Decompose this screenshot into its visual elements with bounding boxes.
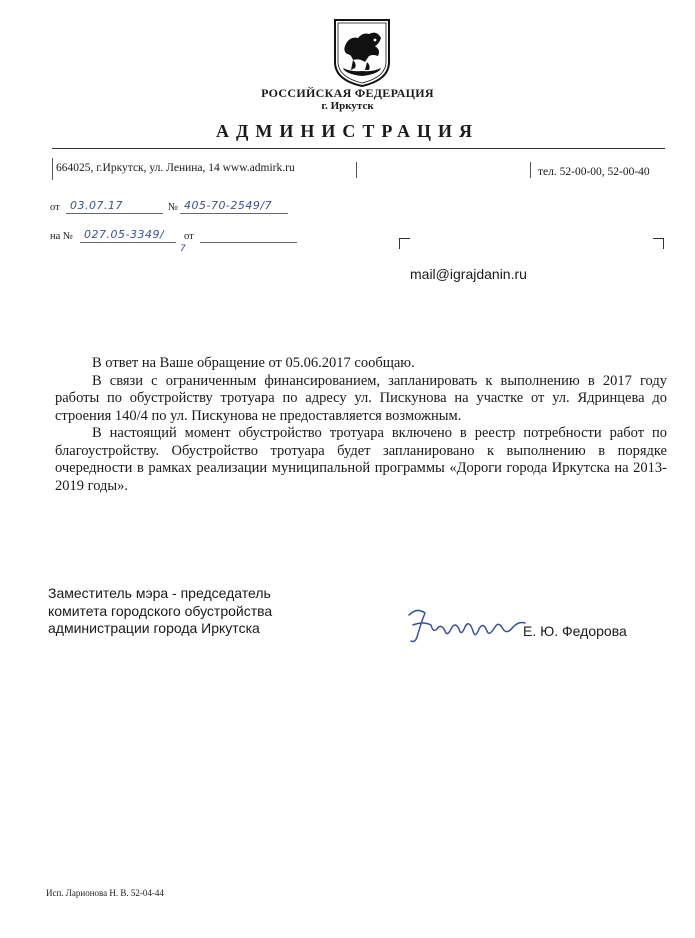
outgoing-date-underline	[66, 213, 163, 214]
irkutsk-coat-of-arms-icon	[331, 18, 393, 88]
address-right-tick	[356, 162, 357, 178]
letter-body	[55, 355, 667, 495]
body-paragraph-2: В связи с ограниченным финансированием, запланировать к выполнению в 2017 году работы по обустройству тротуара по адресу ул. Пискунова на участке от ул. Ядринцева до строения 140/4 по ул. Пискунова не предоставляется возможным.	[55, 372, 667, 424]
outgoing-date-label: от	[50, 202, 60, 213]
handwritten-signature	[403, 603, 531, 649]
outgoing-number-underline	[180, 213, 288, 214]
signatory-name: Е. Ю. Федорова	[523, 623, 627, 639]
signatory-position-line-2: комитета городского обустройства	[48, 602, 273, 619]
reply-number-underline	[80, 242, 176, 243]
reply-number-suffix: 7	[180, 244, 187, 254]
outgoing-number-label: №	[168, 202, 179, 213]
organization-address: 664025, г.Иркутск, ул. Ленина, 14 www.admirk.ru	[56, 162, 295, 174]
reply-number-value: 027.05-3349/	[84, 228, 165, 241]
address-left-tick	[52, 158, 53, 180]
outgoing-date-value: 03.07.17	[70, 199, 123, 212]
country-heading: РОССИЙСКАЯ ФЕДЕРАЦИЯ	[261, 86, 434, 100]
city-heading: г. Иркутск	[321, 100, 374, 112]
header-divider	[52, 148, 665, 149]
signatory-position	[48, 585, 272, 638]
reply-date-underline	[200, 242, 297, 243]
outgoing-number-value: 405-70-2549/7	[184, 199, 273, 212]
addressee-corner-left	[399, 238, 410, 249]
organization-title: АДМИНИСТРАЦИЯ	[215, 121, 480, 141]
executor-note: Исп. Ларионова Н. В. 52-04-44	[46, 888, 164, 898]
organization-phones: тел. 52-00-00, 52-00-40	[538, 166, 650, 178]
addressee-corner-right	[653, 238, 664, 249]
recipient-email: mail@igrajdanin.ru	[410, 266, 527, 282]
reply-date-label: от	[184, 231, 194, 242]
phones-left-tick	[530, 162, 531, 178]
signatory-position-line-3: администрации города Иркутска	[48, 620, 260, 636]
signatory-position-line-1: Заместитель мэра - председатель	[48, 585, 271, 601]
body-paragraph-3: В настоящий момент обустройство тротуара включено в реестр потребности работ по благоустройству. Обустройство тротуара будет запланировано к выполнению в порядке очередности в рамках реализации муниципальной программы «Дороги города Иркутска на 2013-2019 годы».	[55, 425, 667, 494]
reply-number-label: на №	[50, 231, 73, 242]
body-paragraph-1: В ответ на Ваше обращение от 05.06.2017 сообщаю.	[92, 355, 415, 371]
